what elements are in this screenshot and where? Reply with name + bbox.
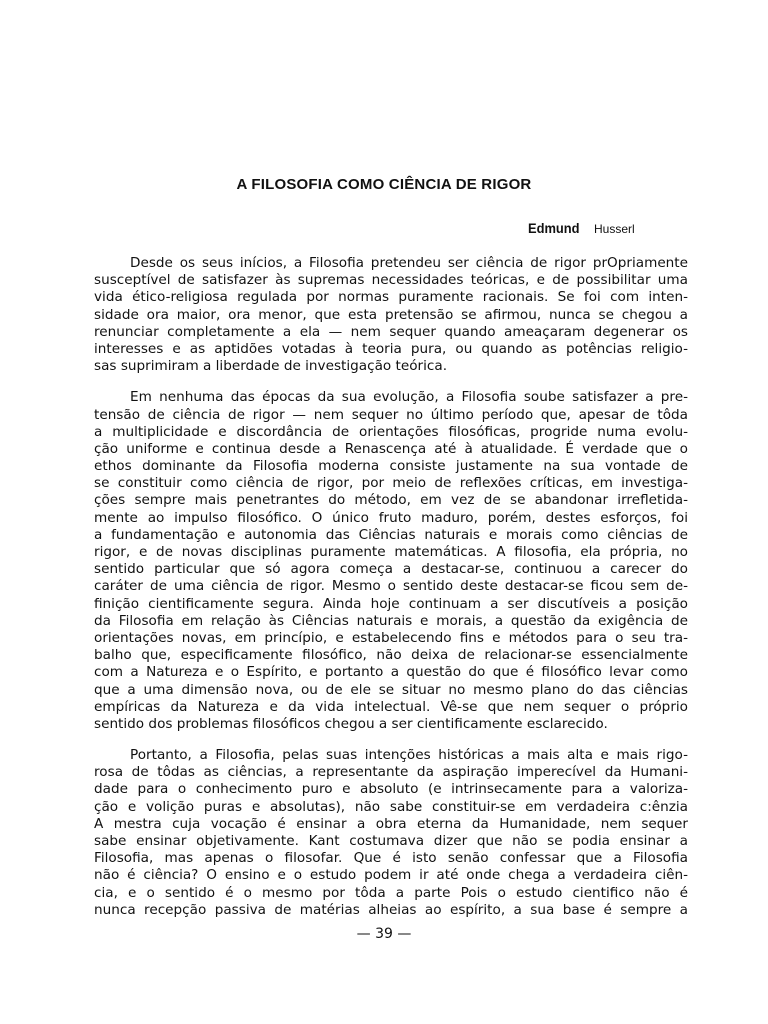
text-line: Portanto, a Filosofia, pelas suas intenções históricas a mais alta e mais rigo-	[130, 747, 688, 764]
body-text	[94, 255, 688, 933]
page-number: — 39 —	[356, 926, 412, 942]
text-line: não é ciência? O ensino e o estudo podem ir até onde chega a verdadeira ciên-	[94, 867, 688, 884]
text-line: renunciar completamente a ela — nem sequer quando ameaçaram degenerar os	[94, 323, 688, 340]
text-line: com a Natureza e o Espírito, e portanto a questão do que é filosófico levar como	[94, 664, 688, 681]
text-line: a fundamentação e autonomia das Ciências naturais e morais como ciências de	[94, 526, 688, 543]
text-line: nunca recepção passiva de matérias alheias ao espírito, a sua base é sempre a	[94, 901, 688, 918]
author-line	[528, 218, 635, 237]
text-line: sentido particular que só agora começa a destacar-se, continuou a carecer do	[94, 561, 688, 578]
text-line: vida ético-religiosa regulada por normas puramente racionais. Se foi com inten-	[94, 289, 688, 306]
text-line: rigor, e de novas disciplinas puramente matemáticas. A filosofia, ela própria, no	[94, 544, 688, 560]
text-line: A mestra cuja vocação é ensinar a obra eterna da Humanidade, nem sequer	[94, 815, 688, 832]
text-line: Desde os seus inícios, a Filosofia pretendeu ser ciência de rigor prOpriamente	[130, 255, 688, 271]
text-line: sidade ora maior, ora menor, que esta pretensão se afirmou, nunca se chegou a	[94, 306, 688, 323]
text-line: cia, e o sentido é o mesmo por tôda a parte Pois o estudo cientifico não é	[94, 884, 688, 901]
text-line: ethos dominante da Filosofia moderna consiste justamente na sua vontade de	[94, 458, 688, 475]
text-line: sentido dos problemas filosóficos chegou a ser cientificamente esclarecido.	[94, 715, 608, 732]
paragraph-1	[94, 255, 688, 375]
text-line: balho que, especificamente filosófico, não deixa de relacionar-se essencialmente	[94, 647, 688, 664]
document-title: A FILOSOFIA COMO CIÊNCIA DE RIGOR	[236, 176, 532, 193]
text-line: ção e volição puras e absolutas), não sabe constituir-se em verdadeira c:ênzia	[94, 798, 688, 815]
text-line: rosa de tôdas as ciências, a representante da aspiração imperecível da Humani-	[94, 764, 688, 781]
text-line: susceptível de satisfazer às supremas necessidades teóricas, e de possibilitar uma	[94, 272, 688, 289]
text-line: se constituir como ciência de rigor, por meio de reflexões críticas, em investiga-	[94, 475, 688, 492]
text-line: que a uma dimensão nova, ou de ele se situar no mesmo plano do das ciências	[94, 681, 688, 698]
text-line: tensão de ciência de rigor — nem sequer no último período que, apesar de tôda	[94, 406, 688, 423]
text-line: ção uniforme e continua desde a Renascença até à atualidade. É verdade que o	[94, 440, 688, 457]
text-line: dade para o conhecimento puro e absoluto (e intrinsecamente para a valoriza-	[94, 781, 688, 798]
paragraph-3	[94, 747, 688, 919]
text-line: sabe ensinar objetivamente. Kant costumava dizer que não se podia ensinar a	[94, 833, 688, 849]
text-line: Filosofia, mas apenas o filosofar. Que é isto senão confessar que a Filosofia	[94, 850, 688, 867]
text-line: finição cientificamente segura. Ainda hoje continuam a ser discutíveis a posição	[94, 595, 688, 612]
text-line: ções sempre mais penetrantes do método, em vez de se abandonar irrefletida-	[94, 492, 688, 509]
text-line: mente ao impulso filosófico. O único fruto maduro, porém, destes esforços, foi	[94, 509, 688, 526]
text-line: caráter de uma ciência de rigor. Mesmo o sentido deste destacar-se ficou sem de-	[94, 578, 688, 595]
text-line: empíricas da Natureza e da vida intelectual. Vê-se que nem sequer o próprio	[94, 698, 688, 715]
author-first-name: Edmund	[528, 220, 580, 236]
text-line: Em nenhuma das épocas da sua evolução, a Filosofia soube satisfazer a pre-	[130, 389, 688, 406]
text-line: da Filosofia em relação às Ciências naturais e morais, a questão da exigência de	[94, 612, 688, 629]
text-line: sas suprimiram a liberdade de investigação teórica.	[94, 358, 448, 375]
paragraph-2	[94, 389, 688, 733]
text-line: a multiplicidade e discordância de orientações filosóficas, progride numa evolu-	[94, 423, 688, 440]
author-last-name: Husserl	[594, 222, 635, 236]
text-line: interesses e as aptidões votadas à teoria pura, ou quando as potências religio-	[94, 340, 688, 357]
text-line: orientações novas, em princípio, e estabelecendo fins e métodos para o seu tra-	[94, 629, 688, 646]
